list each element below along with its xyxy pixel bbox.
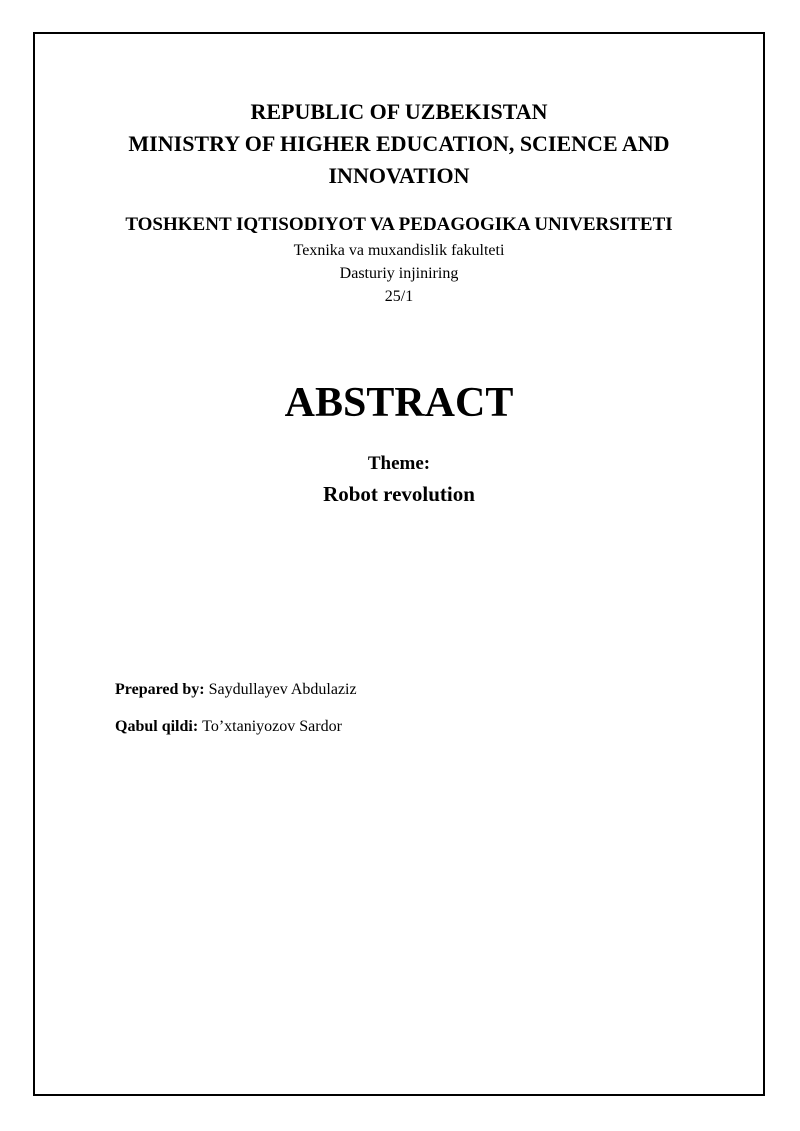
theme-value: Robot revolution — [323, 482, 475, 506]
accepted-by-line — [115, 715, 342, 739]
ministry-line-2: INNOVATION — [328, 163, 470, 188]
department-name: Dasturiy injiniring — [339, 265, 459, 282]
ministry-header — [33, 96, 765, 192]
document-title: ABSTRACT — [284, 380, 514, 426]
prepared-by-label: Prepared by: — [115, 681, 209, 698]
group-number: 25/1 — [384, 288, 414, 305]
theme-label: Theme: — [367, 453, 431, 474]
accepted-by-label: Qabul qildi: — [115, 718, 203, 735]
university-name: TOSHKENT IQTISODIYOT VA PEDAGOGIKA UNIVERSITETI — [125, 214, 673, 235]
republic-line: REPUBLIC OF UZBEKISTAN — [250, 99, 548, 124]
institution-block — [33, 211, 765, 308]
accepted-by-name: To’xtaniyozov Sardor — [202, 718, 342, 735]
prepared-by-name: Saydullayev Abdulaziz — [208, 681, 357, 698]
ministry-line-1: MINISTRY OF HIGHER EDUCATION, SCIENCE AND — [128, 131, 670, 156]
prepared-by-line — [115, 678, 357, 702]
faculty-name: Texnika va muxandislik fakulteti — [293, 242, 505, 259]
